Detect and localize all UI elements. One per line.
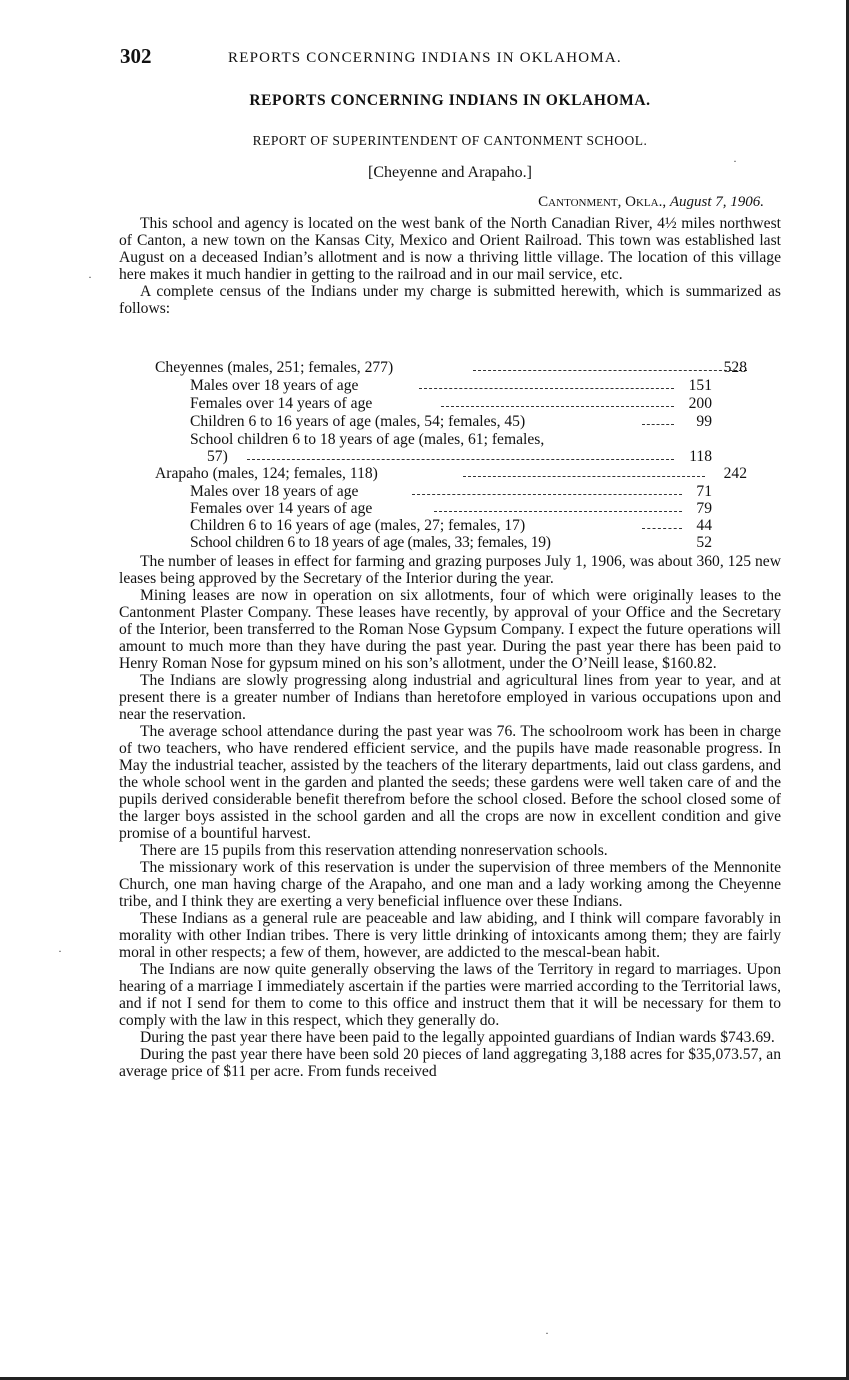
census-row bbox=[190, 431, 712, 448]
leader-dots bbox=[434, 511, 682, 512]
paragraph: A complete census of the Indians under my charge is submitted herewith, which is summarized as follows: bbox=[119, 283, 781, 317]
paragraph: This school and agency is located on the west bank of the North Canadian River, 4½ miles northwest of Canton, a new town on the Kansas City, Mexico and Orient Railroad. This town was established last August on a deceased Indian’s allotment and is now a thriving little village. The location of this village here makes it much handier in getting to the railroad and in our mail service, etc. bbox=[119, 215, 781, 283]
census-value: 79 bbox=[696, 500, 712, 517]
dateline-place: Cantonment, Okla., bbox=[538, 194, 667, 210]
census-value: 528 bbox=[723, 359, 747, 376]
census-value-row bbox=[709, 359, 747, 376]
census-row bbox=[190, 517, 712, 534]
leader-dots bbox=[441, 406, 674, 407]
page-number: 302 bbox=[120, 44, 152, 68]
census-value: 118 bbox=[689, 448, 712, 465]
census-label: Children 6 to 16 years of age (males, 27; females, 17) bbox=[190, 517, 526, 534]
census-label: Males over 18 years of age bbox=[190, 377, 359, 394]
scan-speck: · bbox=[88, 270, 92, 284]
census-row bbox=[190, 377, 712, 394]
leader-dots bbox=[642, 528, 682, 529]
census-label: Children 6 to 16 years of age (males, 54; females, 45) bbox=[190, 413, 526, 430]
census-row bbox=[155, 465, 747, 482]
census-row bbox=[190, 413, 712, 430]
census-label: Females over 14 years of age bbox=[190, 500, 373, 517]
leader-dots bbox=[463, 476, 705, 477]
census-row bbox=[207, 448, 712, 465]
leader-dots bbox=[419, 388, 674, 389]
paragraph: The missionary work of this reservation is under the supervision of three members of the Mennonite Church, one man having charge of the Arapaho, and one man and a lady working among the Cheyenne tribe, and I think they are exerting a very beneficial influence over these Indians. bbox=[119, 859, 781, 910]
paragraph: During the past year there have been sold 20 pieces of land aggregating 3,188 acres for $35,073.57, an average price of $11 per acre. From funds received bbox=[119, 1046, 781, 1080]
paragraph: The Indians are slowly progressing along industrial and agricultural lines from year to year, and at present there is a greater number of Indians than heretofore employed in various occupations upon and near the reservation. bbox=[119, 672, 781, 723]
census-value: 242 bbox=[723, 465, 747, 482]
scan-speck: · bbox=[58, 944, 62, 958]
page-header bbox=[120, 44, 780, 74]
leader-dots bbox=[473, 370, 747, 371]
leader-dots bbox=[642, 424, 674, 425]
leader-dots bbox=[247, 459, 674, 460]
census-value: 71 bbox=[696, 483, 712, 500]
tribes-heading: [Cheyenne and Arapaho.] bbox=[368, 164, 532, 181]
census-row bbox=[190, 483, 712, 500]
census-row bbox=[155, 359, 747, 376]
census-label: School children 6 to 18 years of age (males, 61; females, bbox=[190, 431, 545, 448]
census-value: 151 bbox=[688, 377, 712, 394]
census-row bbox=[190, 500, 712, 517]
census-value: 200 bbox=[688, 395, 712, 412]
intro-text bbox=[119, 215, 781, 317]
paragraph: The Indians are now quite generally observing the laws of the Territory in regard to marriages. Upon hearing of a marriage I immediately ascertain if the parties were married according to the Territorial laws, and if not I send for them to come to this office and instruct them that it will be necessary for them to comply with the law in this respect, which they generally do. bbox=[119, 961, 781, 1029]
census-label: Males over 18 years of age bbox=[190, 483, 359, 500]
section-title: REPORTS CONCERNING INDIANS IN OKLAHOMA. bbox=[249, 92, 651, 109]
paragraph: Mining leases are now in operation on six allotments, four of which were originally leases to the Cantonment Plaster Company. These leases have recently, by approval of your Office and the Secretary of the Interior, been transferred to the Roman Nose Gypsum Company. I expect the future operations will amount to much more than they have during the past year. During the past year there has been paid to Henry Roman Nose for gypsum mined on his son’s allotment, under the O’Neill lease, $160.82. bbox=[119, 587, 781, 672]
census-row bbox=[190, 395, 712, 412]
census-value: 52 bbox=[696, 534, 712, 551]
census-label: Arapaho (males, 124; females, 118) bbox=[155, 465, 378, 482]
dateline-date: August 7, 1906. bbox=[669, 194, 764, 210]
census-row bbox=[190, 534, 712, 551]
paragraph: There are 15 pupils from this reservation attending nonreservation schools. bbox=[140, 842, 608, 859]
census-label: Females over 14 years of age bbox=[190, 395, 373, 412]
census-value: 44 bbox=[696, 517, 712, 534]
report-subtitle: REPORT OF SUPERINTENDENT OF CANTONMENT SCHOOL. bbox=[252, 133, 648, 148]
paragraph: The average school attendance during the past year was 76. The schoolroom work has been in charge of two teachers, who have rendered efficient service, and the pupils have made reasonable progress. In May the industrial teacher, assisted by the teachers of the literary departments, laid out class gardens, and the whole school went in the garden and planted the seeds; these gardens were well taken care of and the pupils derived considerable benefit therefrom before the school closed. Before the school closed some of the larger boys assisted in the school garden and all the crops are now in excellent condition and give promise of a bountiful harvest. bbox=[119, 723, 781, 842]
scan-speck: · bbox=[733, 154, 737, 168]
dateline bbox=[538, 194, 764, 211]
paragraph: These Indians as a general rule are peaceable and law abiding, and I think will compare favorably in morality with other Indian tribes. There is very little drinking of intoxicants among them; they are fairly moral in other respects; a few of them, however, are addicted to the mescal-bean habit. bbox=[119, 910, 781, 961]
running-title: REPORTS CONCERNING INDIANS IN OKLAHOMA. bbox=[228, 50, 622, 66]
census-label: 57) bbox=[207, 448, 228, 465]
census-label: Cheyennes (males, 251; females, 277) bbox=[155, 359, 394, 376]
paragraph: During the past year there have been paid to the legally appointed guardians of Indian wards $743.69. bbox=[140, 1029, 775, 1046]
scan-speck: · bbox=[545, 1326, 549, 1340]
leader-dots bbox=[412, 494, 682, 495]
report-body bbox=[119, 553, 781, 1080]
census-label: School children 6 to 18 years of age (males, 33; females, 19) bbox=[190, 534, 551, 551]
paragraph: The number of leases in effect for farming and grazing purposes July 1, 1906, was about 360, 125 new leases being approved by the Secretary of the Interior during the year. bbox=[119, 553, 781, 587]
census-value: 99 bbox=[696, 413, 712, 430]
